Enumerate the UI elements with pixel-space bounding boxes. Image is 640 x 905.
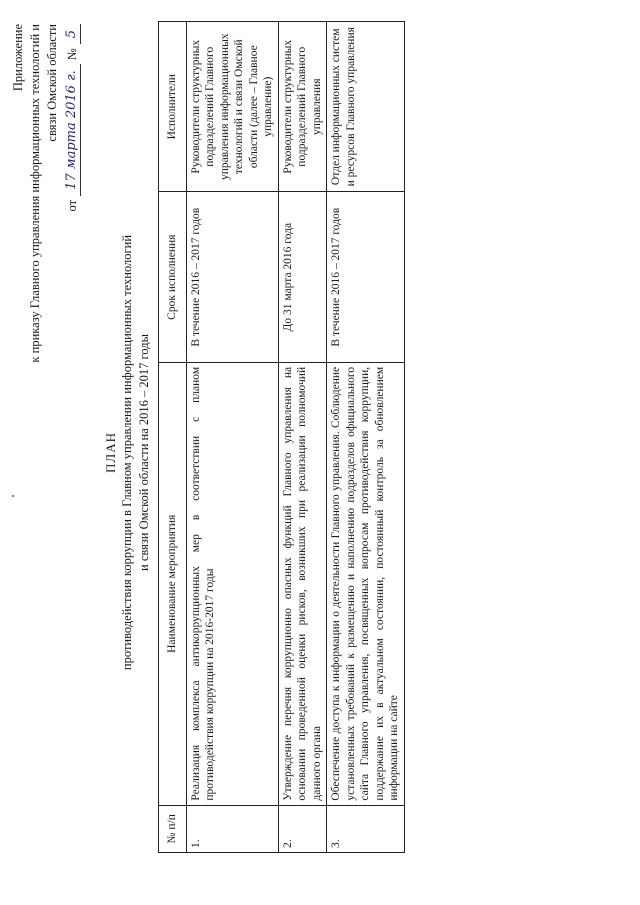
row-num: 3. bbox=[327, 805, 405, 852]
header-exec: Исполнители bbox=[159, 22, 187, 192]
row-exec: Руководители структурных подразделений Главного управления bbox=[278, 22, 327, 192]
row-num: 2. bbox=[278, 805, 327, 852]
header-num: № п/п bbox=[159, 805, 187, 852]
appendix-order-ref-cont: связи Омской области bbox=[45, 24, 59, 142]
row-term: До 31 марта 2016 года bbox=[278, 192, 327, 362]
header-name: Наименование мероприятия bbox=[159, 362, 187, 805]
order-date-handwritten: 17 марта 2016 г. bbox=[63, 64, 81, 196]
row-term: В течение 2016 – 2017 годов bbox=[186, 192, 278, 362]
number-label: № bbox=[65, 48, 79, 61]
row-exec: Руководители структурных подразделений Главного управления информационных технологий и связи Омской области (далее – Главное управление) bbox=[186, 22, 278, 192]
row-name: Обеспечение доступа к информации о деятельности Главного управления. Соблюдение установленных требований к размещению и наполнению подразделов официального сайта Главного управления, посвященных вопросам противодействия коррупции, поддержание их в актуальном состоянии, постоянный контроль за обновлением информации на сайте bbox=[327, 362, 405, 805]
appendix-block bbox=[10, 24, 81, 384]
row-name: Утверждение перечня коррупционно опасных функций Главного управления на основании проведенной оценки рисков, возникших при реализации полномочий данного органа bbox=[278, 362, 327, 805]
order-date-number bbox=[63, 24, 81, 384]
scan-speck bbox=[12, 495, 14, 497]
plan-heading: ПЛАН bbox=[103, 432, 118, 473]
table-row bbox=[186, 22, 278, 853]
row-term: В течение 2016 – 2017 годов bbox=[327, 192, 405, 362]
table-row bbox=[278, 22, 327, 853]
appendix-title: Приложение bbox=[11, 24, 25, 92]
appendix-order-ref: к приказу Главного управления информационных технологий и bbox=[28, 24, 42, 363]
table-header-row bbox=[159, 22, 187, 853]
table-row bbox=[327, 22, 405, 853]
plan-table bbox=[158, 21, 405, 853]
header-term: Срок исполнения bbox=[159, 192, 187, 362]
from-label: от bbox=[65, 199, 79, 212]
plan-subtitle-line1: противодействия коррупции в Главном управлении информационных технологий bbox=[120, 234, 134, 671]
order-number-handwritten: 5 bbox=[63, 24, 81, 44]
row-name: Реализация комплекса антикоррупционных мер в соответствии с планом противодействия коррупции на 2016-2017 годы bbox=[186, 362, 278, 805]
row-num: 1. bbox=[186, 805, 278, 852]
document-title bbox=[102, 0, 153, 905]
row-exec: Отдел информационных систем и ресурсов Главного управления bbox=[327, 22, 405, 192]
plan-subtitle-line2: и связи Омской области на 2016 – 2017 годы bbox=[137, 334, 151, 571]
